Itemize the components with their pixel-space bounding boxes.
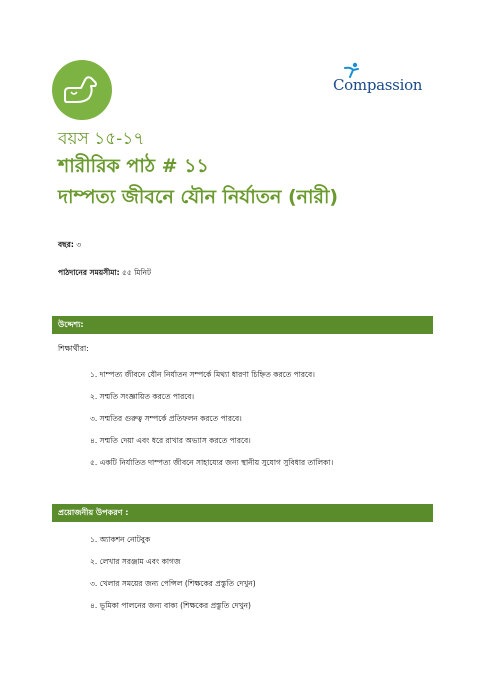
compassion-logo [333,62,433,102]
lesson-number: শারীরিক পাঠ # ১১ [58,155,209,177]
objective-item: ১. দাম্পত্য জীবনে যৌন নির্যাতন সম্পর্কে মিথ্যা ধারণা চিহ্নিত করতে পারবে। [90,370,315,379]
flexed-arm-icon [61,74,103,106]
physical-lesson-logo [52,60,112,120]
brand-name: Compassion [333,76,423,94]
material-item: ১. অ্যাকশন নোটবুক [90,535,151,544]
objective-item: ৪. সম্মতি দেয়া এবং ধরে রাখার অভ্যাস করতে পারবে। [90,436,251,445]
objective-item: ৩. সম্মতির গুরুত্ব সম্পর্কে প্রতিফলন করতে পারবে। [90,414,242,423]
lesson-title: দাম্পত্য জীবনে যৌন নির্যাতন (নারী) [58,186,339,208]
year-line [58,240,81,252]
material-item: ৩. খেলার সময়ের জন্য পেন্সিল (শিক্ষকের প্রস্তুতি দেখুন) [90,579,256,588]
objectives-heading: উদ্দেশ্য: [52,316,433,334]
objective-item: ৫. একটি নির্যাতিত দাম্পত্য জীবনে সাহায্যের জন্য স্থানীয় সুযোগ সুবিধার তালিকা। [90,458,334,467]
year-value: ৩ [73,240,82,249]
materials-heading: প্রয়োজনীয় উপকরণ : [52,504,433,522]
year-label: বছর: [58,240,74,249]
material-item: ২. লেখার সরঞ্জাম এবং কাগজ [90,557,181,566]
material-item: ৪. ভূমিকা পালনের জন্য বাক্য (শিক্ষকের প্রস্তুতি দেখুন) [90,601,251,610]
objectives-intro: শিক্ষার্থীরা: [58,344,89,353]
objective-item: ২. সম্মতি সংজ্ঞায়িত করতে পারবে। [90,392,195,401]
duration-value: ৫৫ মিনিট [119,268,152,277]
duration-label: পাঠদানের সময়সীমা: [58,268,120,277]
age-range: বয়স ১৫-১৭ [58,129,145,149]
duration-line [58,268,151,280]
